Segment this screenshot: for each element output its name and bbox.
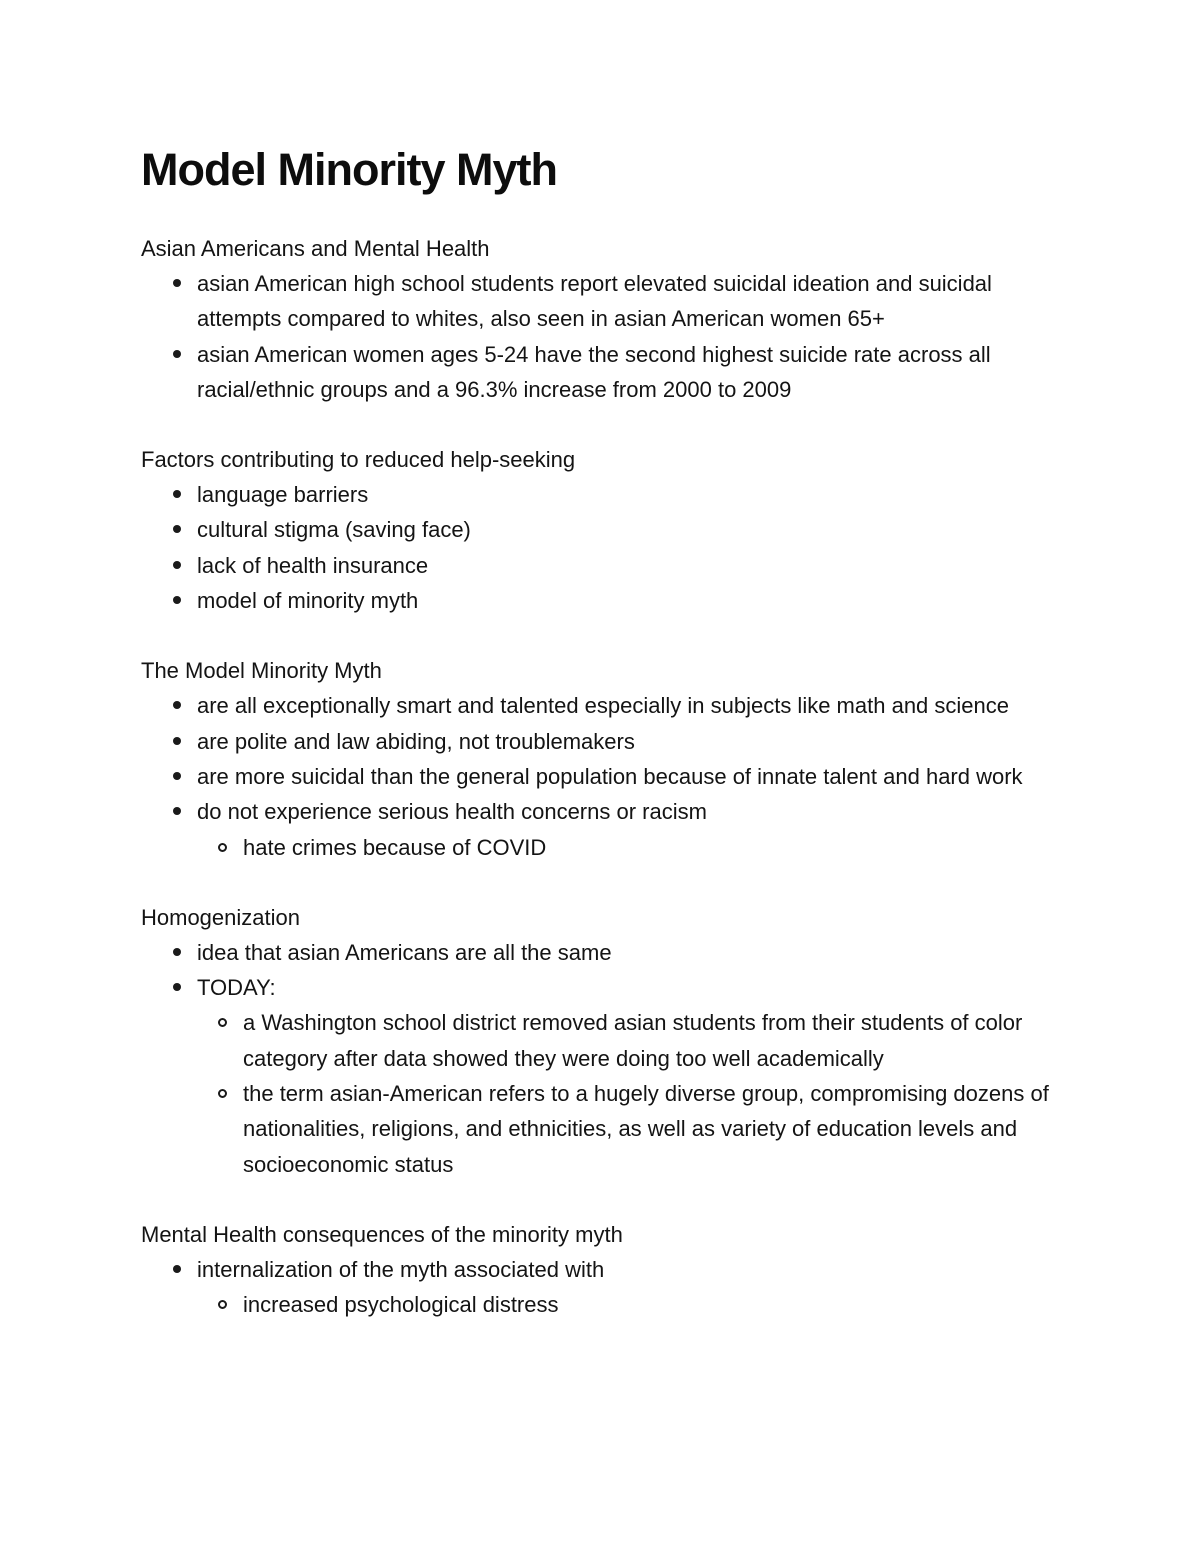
- section-heading: The Model Minority Myth: [141, 658, 382, 684]
- sub-bullet-list: [197, 830, 1061, 865]
- section-heading: Factors contributing to reduced help-seeking: [141, 447, 576, 473]
- list-item-text: TODAY:: [197, 975, 276, 1001]
- document-page: [141, 140, 1061, 1358]
- document-body: [141, 231, 1061, 1323]
- bullet-icon: [173, 807, 181, 815]
- bullet-icon: [173, 948, 181, 956]
- list-item: [141, 794, 1061, 865]
- list-item: [141, 724, 1061, 759]
- list-item-text: asian American high school students report elevated suicidal ideation and suicidal attempts compared to whites, also seen in asian American women 65+: [197, 271, 992, 332]
- list-item: [141, 935, 1061, 970]
- sub-list-item: [197, 1287, 1061, 1322]
- bullet-list: [141, 1252, 1061, 1323]
- list-item-text: language barriers: [197, 482, 369, 508]
- sub-bullet-list: [197, 1005, 1061, 1181]
- hollow-bullet-icon: [218, 1089, 227, 1098]
- bullet-icon: [173, 737, 181, 745]
- list-item-text: cultural stigma (saving face): [197, 517, 471, 543]
- bullet-list: [141, 935, 1061, 1182]
- sub-list-item-text: hate crimes because of COVID: [243, 834, 547, 860]
- list-item: [141, 688, 1061, 723]
- bullet-icon: [173, 279, 181, 287]
- list-item-text: do not experience serious health concerns or racism: [197, 799, 707, 825]
- page-title: Model Minority Myth: [141, 144, 557, 195]
- list-item: [141, 759, 1061, 794]
- list-item-text: idea that asian Americans are all the same: [197, 939, 612, 965]
- sub-list-item-text: the term asian-American refers to a hugely diverse group, compromising dozens of nationalities, religions, and ethnicities, as well as variety of education levels and socioeconomic status: [243, 1081, 1049, 1177]
- list-item: [141, 970, 1061, 1182]
- list-item-text: model of minority myth: [197, 588, 419, 614]
- sub-list-item-text: increased psychological distress: [243, 1292, 559, 1318]
- sub-list-item: [197, 830, 1061, 865]
- section: [141, 1217, 1061, 1323]
- list-item: [141, 477, 1061, 512]
- bullet-icon: [173, 350, 181, 358]
- bullet-list: [141, 477, 1061, 618]
- list-item-text: are all exceptionally smart and talented especially in subjects like math and science: [197, 693, 1009, 719]
- bullet-icon: [173, 1265, 181, 1273]
- hollow-bullet-icon: [218, 843, 227, 852]
- bullet-icon: [173, 983, 181, 991]
- section: [141, 653, 1061, 864]
- list-item-text: are polite and law abiding, not troublemakers: [197, 728, 635, 754]
- sub-bullet-list: [197, 1287, 1061, 1322]
- bullet-icon: [173, 772, 181, 780]
- section: [141, 231, 1061, 407]
- sub-list-item: [197, 1005, 1061, 1076]
- bullet-list: [141, 266, 1061, 407]
- bullet-icon: [173, 525, 181, 533]
- list-item: [141, 548, 1061, 583]
- hollow-bullet-icon: [218, 1300, 227, 1309]
- list-item: [141, 1252, 1061, 1323]
- list-item-text: lack of health insurance: [197, 552, 429, 578]
- sub-list-item-text: a Washington school district removed asian students from their students of color category after data showed they were doing too well academically: [243, 1010, 1023, 1071]
- section: [141, 442, 1061, 618]
- bullet-icon: [173, 596, 181, 604]
- list-item: [141, 583, 1061, 618]
- section-heading: Asian Americans and Mental Health: [141, 236, 490, 261]
- bullet-icon: [173, 701, 181, 709]
- bullet-list: [141, 688, 1061, 864]
- section-heading: Homogenization: [141, 904, 300, 930]
- section-heading: Mental Health consequences of the minority myth: [141, 1221, 623, 1247]
- bullet-icon: [173, 561, 181, 569]
- section: [141, 900, 1061, 1182]
- hollow-bullet-icon: [218, 1018, 227, 1027]
- bullet-icon: [173, 490, 181, 498]
- sub-list-item: [197, 1076, 1061, 1182]
- list-item: [141, 337, 1061, 408]
- list-item-text: are more suicidal than the general population because of innate talent and hard work: [197, 763, 1023, 789]
- list-item-text: internalization of the myth associated with: [197, 1256, 605, 1282]
- list-item: [141, 512, 1061, 547]
- list-item: [141, 266, 1061, 337]
- list-item-text: asian American women ages 5-24 have the second highest suicide rate across all racial/ethnic groups and a 96.3% increase from 2000 to 2009: [197, 341, 991, 402]
